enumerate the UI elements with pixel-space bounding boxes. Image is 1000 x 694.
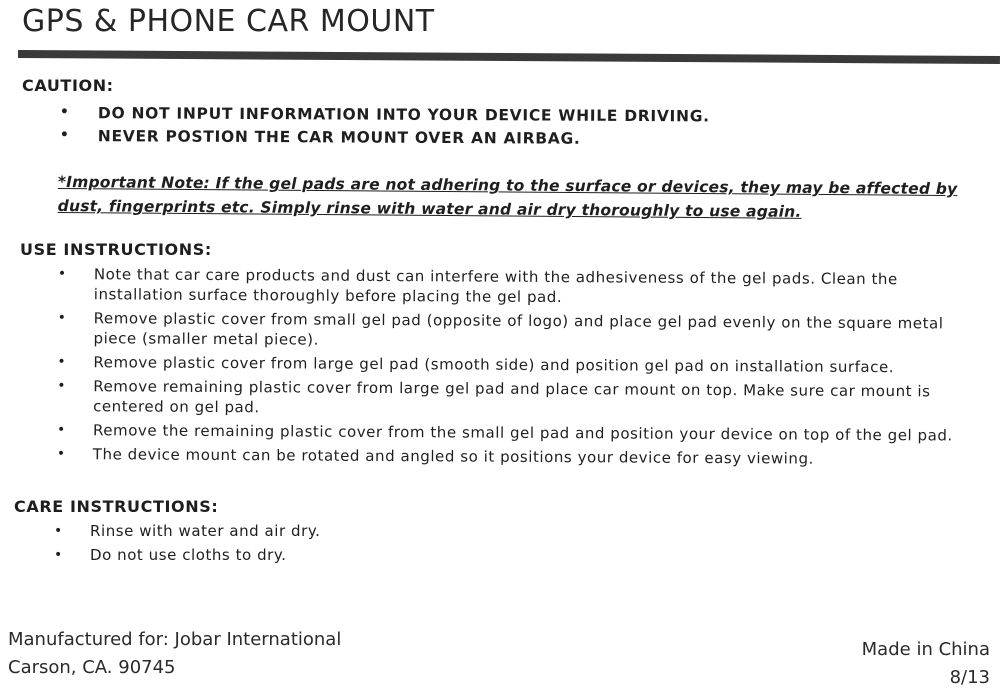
use-instructions-list [57, 264, 988, 474]
bullet-icon: • [57, 353, 67, 371]
address-line: Carson, CA. 90745 [8, 657, 176, 678]
bullet-icon: • [56, 445, 66, 463]
origin-info [862, 636, 990, 692]
care-instructions-heading: CARE INSTRUCTIONS: [14, 497, 219, 516]
use-instruction-item [57, 308, 987, 354]
caution-item [60, 127, 710, 153]
caution-item-text: DO NOT INPUT INFORMATION INTO YOUR DEVICE WHILE DRIVING. [97, 104, 710, 126]
bullet-icon: • [54, 547, 63, 563]
caution-list [60, 104, 710, 153]
care-instruction-text: Rinse with water and air dry. [90, 522, 321, 540]
care-instruction-item [54, 545, 454, 565]
use-instruction-text: Remove plastic cover from small gel pad (opposite of logo) and place gel pad evenly on the square metal piece (smaller metal piece). [93, 309, 944, 349]
use-instruction-text: Remove remaining plastic cover from large gel pad and place car mount on top. Make sure car mount is centered on gel pad. [93, 377, 931, 417]
origin-line: Made in China [861, 639, 990, 660]
caution-item-text: NEVER POSTION THE CAR MOUNT OVER AN AIRBAG. [97, 127, 581, 148]
care-instruction-text: Do not use cloths to dry. [90, 546, 287, 564]
use-instruction-text: The device mount can be rotated and angled so it positions your device for easy viewing. [92, 445, 814, 468]
bullet-icon: • [59, 126, 70, 144]
care-instruction-item [54, 521, 454, 541]
caution-heading: CAUTION: [22, 76, 114, 95]
bullet-icon: • [56, 421, 66, 439]
use-instruction-text: Remove the remaining plastic cover from the small gel pad and position your device on top of the gel pad. [92, 421, 953, 445]
bullet-icon: • [57, 265, 67, 283]
caution-item [60, 104, 710, 130]
title-divider [18, 50, 1000, 64]
use-instructions-heading: USE INSTRUCTIONS: [20, 240, 212, 259]
use-instruction-item [57, 420, 987, 446]
use-instruction-text: Note that car care products and dust can interfere with the adhesiveness of the gel pads. Clean the installation surface thoroughly before placing the gel pad. [93, 265, 898, 307]
use-instruction-item [57, 444, 987, 470]
manufacturer-info [8, 626, 341, 682]
important-note: *Important Note: If the gel pads are not adhering to the surface or devices, they may be affected by dust, fingerprints etc. Simply rinse with water and air dry thoroughly to use again. [57, 172, 958, 221]
date-code: 8/13 [949, 667, 990, 688]
bullet-icon: • [59, 104, 70, 121]
use-instruction-text: Remove plastic cover from large gel pad (smooth side) and position gel pad on installation surface. [93, 353, 895, 377]
bullet-icon: • [57, 377, 67, 395]
bullet-icon: • [54, 523, 63, 539]
use-instruction-item [57, 352, 987, 378]
use-instruction-item [57, 376, 987, 422]
manufacturer-line: Manufactured for: Jobar International [8, 629, 342, 650]
bullet-icon: • [57, 309, 67, 327]
document-title: GPS & PHONE CAR MOUNT [22, 4, 435, 39]
use-instruction-item [58, 264, 988, 310]
care-instructions-list [54, 521, 454, 569]
